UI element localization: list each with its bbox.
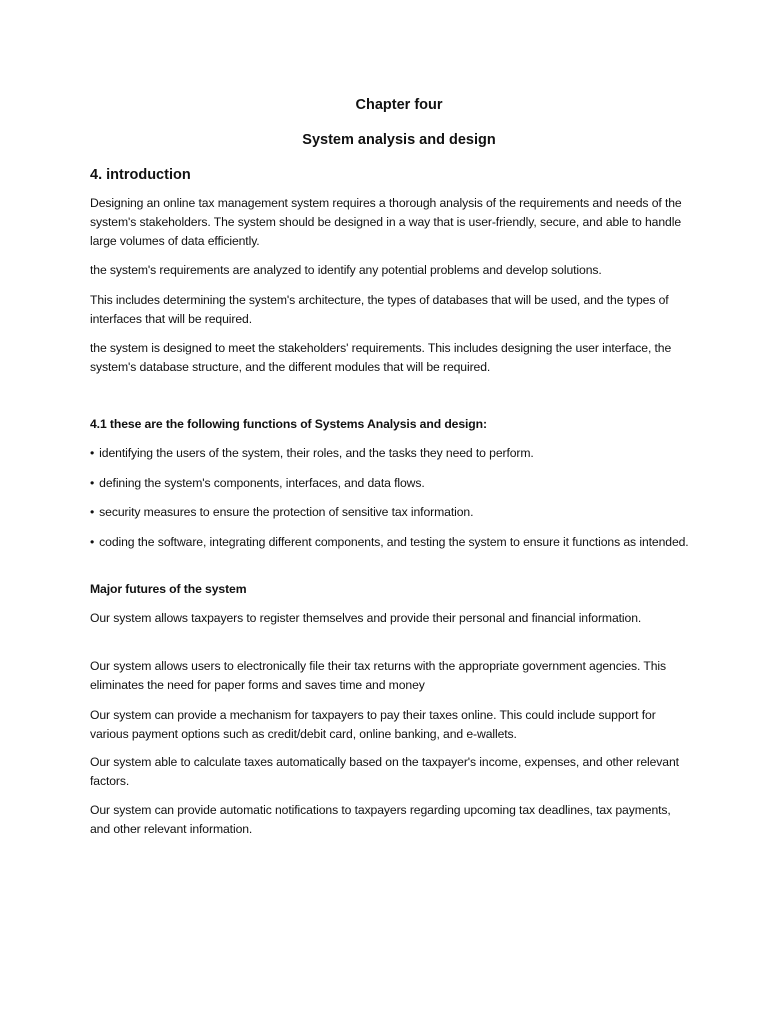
intro-paragraph-4: the system is designed to meet the stakeholders' requirements. This includes designing the user interface, the system's database structure, and the different modules that will be required. — [90, 341, 672, 374]
function-item-3: • security measures to ensure the protection of sensitive tax information. — [90, 503, 690, 522]
intro-heading: 4. introduction — [90, 167, 191, 183]
function-item-2: • defining the system's components, interfaces, and data flows. — [90, 474, 690, 493]
chapter-subtitle: System analysis and design — [302, 132, 496, 148]
intro-paragraph-3: This includes determining the system's architecture, the types of databases that will be used, and the types of interfaces that will be required. — [90, 293, 669, 326]
future-item-1: Our system allows taxpayers to register themselves and provide their personal and financial information. — [90, 611, 642, 625]
future-item-3: Our system can provide a mechanism for taxpayers to pay their taxes online. This could include support for various payment options such as credit/debit card, online banking, and e-wallets. — [90, 708, 656, 741]
future-item-5: Our system can provide automatic notifications to taxpayers regarding upcoming tax deadlines, tax payments, and other relevant information. — [90, 803, 671, 836]
intro-paragraph-2: the system's requirements are analyzed to identify any potential problems and develop solutions. — [90, 263, 602, 277]
future-item-2: Our system allows users to electronically file their tax returns with the appropriate government agencies. This eliminates the need for paper forms and saves time and money — [90, 659, 666, 692]
document-page — [90, 0, 690, 1024]
intro-paragraph-1: Designing an online tax management system requires a thorough analysis of the requirements and needs of the system's stakeholders. The system should be designed in a way that is user-friendly, secure, and able to handle large volumes of data efficiently. — [90, 196, 682, 248]
function-item-4: • coding the software, integrating different components, and testing the system to ensure it functions as intended. — [90, 533, 690, 552]
chapter-title: Chapter four — [355, 97, 443, 113]
futures-heading: Major futures of the system — [90, 582, 247, 596]
future-item-4: Our system able to calculate taxes automatically based on the taxpayer's income, expenses, and other relevant factors. — [90, 755, 679, 788]
functions-heading: 4.1 these are the following functions of Systems Analysis and design: — [90, 417, 487, 431]
function-item-1: • identifying the users of the system, their roles, and the tasks they need to perform. — [90, 444, 690, 463]
